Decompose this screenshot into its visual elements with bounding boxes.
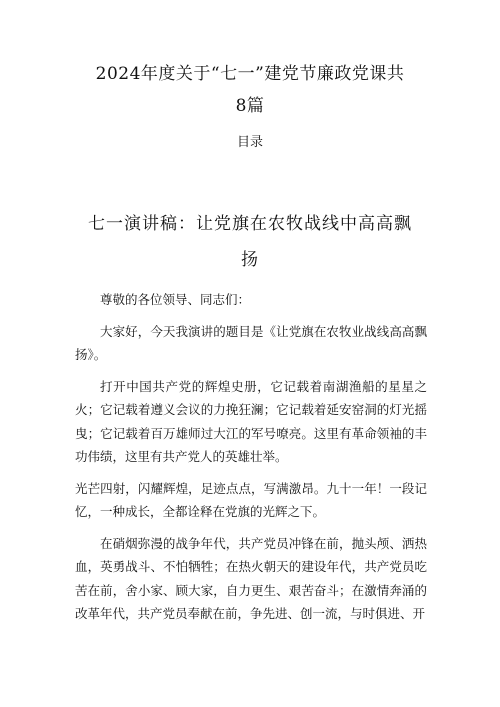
speech-title-line-1: 七一演讲稿：让党旗在农牧战线中高高飘 [88, 214, 412, 234]
eras-paragraph: 在硝烟弥漫的战争年代，共产党员冲锋在前，抛头颅、洒热血，英勇战斗、不怕牺牲；在热火朝天的建设年代，共产党员吃苦在前，舍小家、顾大家，自力更生、艰苦奋斗；在激情奔涌的改革年代，共产党员奉献在前，争先进、创一流，与时俱进、开 [75, 535, 427, 621]
intro-paragraph: 大家好，今天我演讲的题目是《让党旗在农牧业战线高高飘扬》。 [75, 323, 427, 362]
salutation-paragraph: 尊敬的各位领导、同志们： [100, 292, 251, 307]
speech-title-line-2: 扬 [241, 250, 259, 270]
document-title-line-1: 2024年度关于“七一”建党节廉政党课共 [95, 64, 405, 84]
document-title-line-2: 8篇 [235, 96, 265, 116]
table-of-contents-heading[interactable]: 目录 [236, 135, 263, 150]
speech-body [75, 288, 427, 634]
history-paragraph: 打开中国共产党的辉煌史册，它记载着南湖渔船的星星之火；它记载着遵义会议的力挽狂澜；它记载着延安窑洞的灯光摇曳；它记载着百万雄师过大江的军号嘹亮。这里有革命领袖的丰功伟绩，这里有共产党人的英雄壮举。 [75, 378, 427, 464]
speech-title [60, 206, 440, 278]
document-title [60, 58, 440, 122]
glory-paragraph: 光芒四射，闪耀辉煌，足迹点点，写满激昂。九十一年！一段记忆，一种成长，全都诠释在党旗的光辉之下。 [75, 480, 427, 519]
